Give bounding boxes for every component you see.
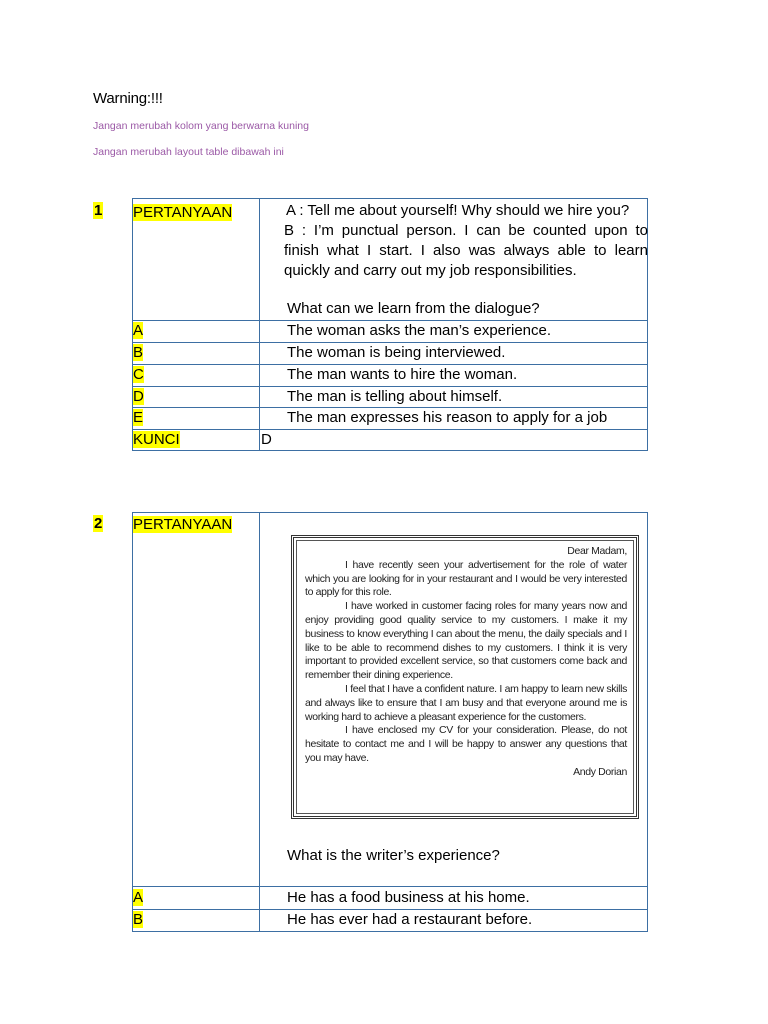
- row-divider: [133, 320, 647, 321]
- question-2-number: 2: [94, 515, 103, 532]
- question-text: What can we learn from the dialogue?: [287, 300, 540, 317]
- option-key-c: C: [133, 366, 144, 383]
- letter-signature: Andy Dorian: [573, 765, 627, 778]
- question-label: PERTANYAAN: [133, 516, 233, 533]
- instruction-note-1: Jangan merubah kolom yang berwarna kuning: [93, 120, 309, 132]
- row-divider: [133, 429, 647, 430]
- question-2-table: [132, 512, 648, 932]
- option-text-d: The man is telling about himself.: [287, 388, 503, 405]
- row-divider: [133, 364, 647, 365]
- question-1-number: 1: [94, 202, 103, 219]
- column-divider: [259, 199, 260, 450]
- option-text-c: The man wants to hire the woman.: [287, 366, 518, 383]
- question-text: What is the writer’s experience?: [287, 847, 500, 864]
- answer-label: KUNCI: [133, 431, 180, 448]
- row-divider: [133, 909, 647, 910]
- option-text-a: The woman asks the man’s experience.: [287, 322, 552, 339]
- row-divider: [133, 407, 647, 408]
- letter-greeting: Dear Madam,: [567, 545, 627, 557]
- option-key-e: E: [133, 409, 144, 426]
- letter-body: [296, 540, 634, 814]
- question-1-table: [132, 198, 648, 451]
- row-divider: [133, 342, 647, 343]
- question-label: PERTANYAAN: [133, 204, 233, 221]
- warning-title: Warning:!!!: [93, 90, 163, 107]
- dialog-text: A : Tell me about yourself! Why should we hire you? B : I’m punctual person. I can be counted upon to finish what I start. I also was always able to learn quickly and carry out my job responsibilities.: [284, 202, 648, 279]
- option-key-a: A: [133, 889, 144, 906]
- option-text-b: He has ever had a restaurant before.: [287, 911, 533, 928]
- option-text-e: The man expresses his reason to apply for a job: [287, 409, 608, 426]
- letter-paragraph: I have worked in customer facing roles for many years now and enjoy providing good quality service to my customers. I make it my business to know everything I can about the menu, the daily specials and I like to be able to recommend dishes to my customers. I think it is very important to provided excellent service, so that customers come back and remember their dining experience.: [305, 600, 627, 682]
- letter-paragraph: I feel that I have a confident nature. I am happy to learn new skills and always like to ensure that I am busy and that everyone around me is working hard to achieve a pleasant experience for the customers.: [305, 682, 627, 723]
- answer-value: D: [261, 431, 272, 448]
- letter-image: [291, 535, 639, 819]
- letter-paragraph: I have enclosed my CV for your consideration. Please, do not hesitate to contact me and I will be happy to answer any questions that you may have.: [305, 724, 627, 764]
- column-divider: [259, 513, 260, 931]
- option-key-d: D: [133, 388, 144, 405]
- option-key-b: B: [133, 344, 144, 361]
- option-text-b: The woman is being interviewed.: [287, 344, 506, 361]
- option-key-b: B: [133, 911, 144, 928]
- letter-paragraph: I have recently seen your advertisement for the role of water which you are looking for in your restaurant and I would be very interested to apply for this role.: [305, 558, 627, 599]
- row-divider: [133, 386, 647, 387]
- row-divider: [133, 886, 647, 887]
- instruction-note-2: Jangan merubah layout table dibawah ini: [93, 146, 284, 158]
- option-text-a: He has a food business at his home.: [287, 889, 530, 906]
- option-key-a: A: [133, 322, 144, 339]
